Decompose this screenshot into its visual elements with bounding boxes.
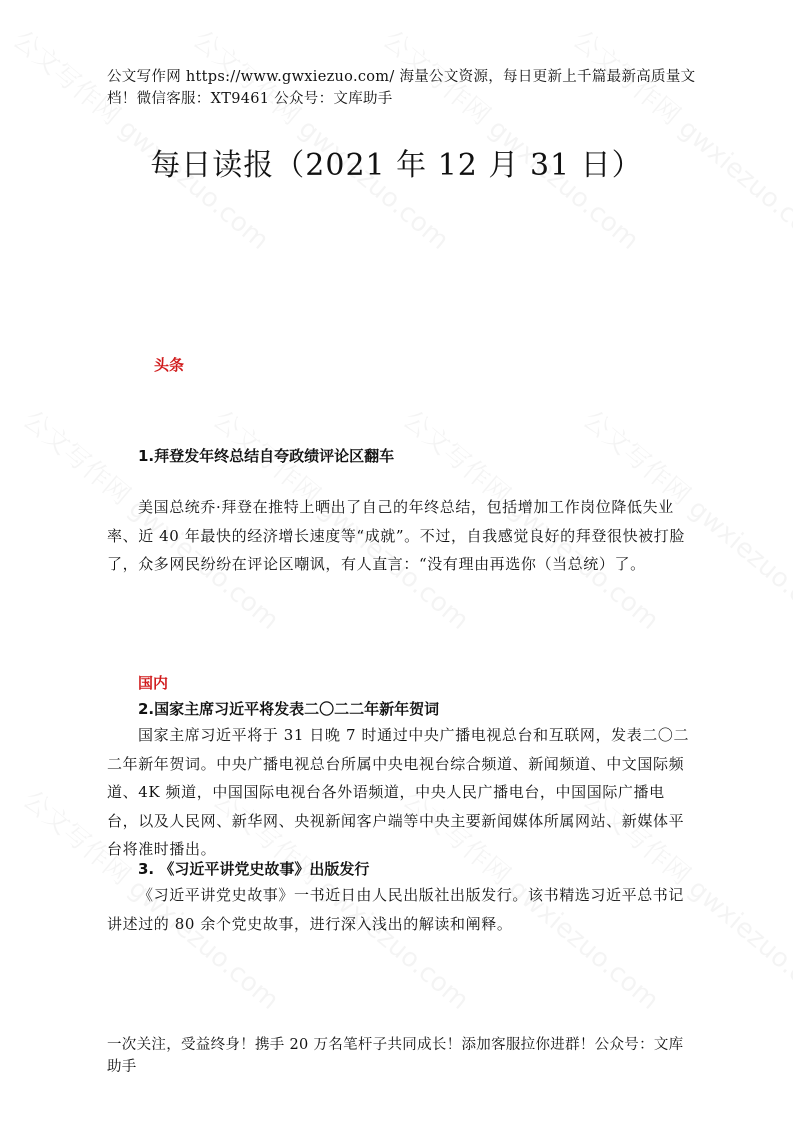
site-header-text: 公文写作网 https://www.gwxiezuo.com/ 海量公文资源，每日更新上千篇最新高质量文档！微信客服：XT9461 公众号：文库助手 (107, 69, 696, 107)
article-heading: 3. 《习近平讲党史故事》出版发行 (138, 860, 370, 878)
footer-text: 一次关注，受益终身！携手 20 万名笔杆子共同成长！添加客服拉你进群！公众号：文库助手 (107, 1037, 684, 1075)
article-body: 美国总统乔·拜登在推特上晒出了自己的年终总结，包括增加工作岗位降低失业率、近 40 年最快的经济增长速度等“成就”。不过，自我感觉良好的拜登很快被打脸了，众多网民纷纷在评论区嘲讽，有人直言：“没有理由再选你（当总统）了。 (107, 498, 685, 573)
article-body: 国家主席习近平将于 31 日晚 7 时通过中央广播电视总台和互联网，发表二〇二二年新年贺词。中央广播电视总台所属中央电视台综合频道、新闻频道、中文国际频道、4K 频道，中国国际电视台各外语频道，中央人民广播电台，中国国际广播电台，以及人民网、新华网、央视新闻客户端等中央主要新闻媒体所属网站、新媒体平台将准时播出。 (107, 726, 690, 858)
section-label-domestic: 国内 (138, 674, 169, 692)
article-heading: 2.国家主席习近平将发表二〇二二年新年贺词 (138, 700, 440, 718)
watermark-text (376, 20, 648, 257)
watermark-text (6, 20, 278, 257)
article-body: 《习近平讲党史故事》一书近日由人民出版社出版发行。该书精选习近平总书记讲述过的 80 余个党史故事，进行深入浅出的解读和阐释。 (107, 886, 685, 933)
watermark-text (186, 20, 458, 257)
page-title: 每日读报（2021 年 12 月 31 日） (150, 148, 643, 183)
watermark-text (566, 20, 793, 257)
article-heading: 1.拜登发年终总结自夸政绩评论区翻车 (138, 447, 395, 465)
section-label-headline: 头条 (154, 356, 185, 374)
